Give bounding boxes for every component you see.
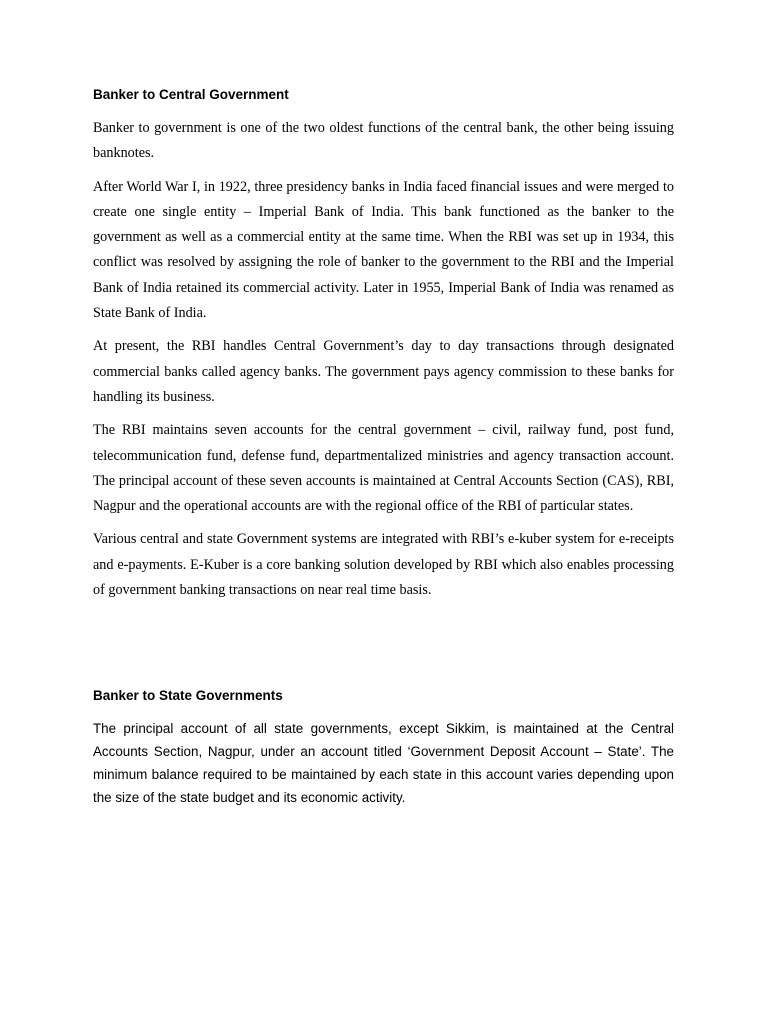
document-page — [93, 86, 674, 809]
section-spacer — [93, 611, 674, 687]
paragraph-imperial-bank-history: After World War I, in 1922, three presidency banks in India faced financial issues and were merged to create one single entity – Imperial Bank of India. This bank functioned as the banker to the government as well as a commercial entity at the same time. When the RBI was set up in 1934, this conflict was resolved by assigning the role of banker to the government to the RBI and the Imperial Bank of India retained its commercial activity. Later in 1955, Imperial Bank of India was renamed as State Bank of India. — [93, 178, 674, 322]
paragraph-agency-banks: At present, the RBI handles Central Government’s day to day transactions through designated commercial banks called agency banks. The government pays agency commission to these banks for handling its business. — [93, 338, 674, 405]
paragraph-e-kuber: Various central and state Government systems are integrated with RBI’s e-kuber system for e-receipts and e-payments. E-Kuber is a core banking solution developed by RBI which also enables processing of government banking transactions on near real time basis. — [93, 531, 674, 599]
section-heading-central-government: Banker to Central Government — [93, 87, 289, 102]
section-heading-state-governments: Banker to State Governments — [93, 688, 283, 704]
paragraph-state-principal-account: The principal account of all state governments, except Sikkim, is maintained at the Central Accounts Section, Nagpur, under an account titled ‘Government Deposit Account – State’. The minimum balance required to be maintained by each state in this account varies depending upon the size of the state budget and its economic activity. — [93, 721, 674, 806]
paragraph-oldest-functions: Banker to government is one of the two oldest functions of the central bank, the other being issuing banknotes. — [93, 120, 674, 162]
paragraph-seven-accounts: The RBI maintains seven accounts for the central government – civil, railway fund, post fund, telecommunication fund, defense fund, departmentalized ministries and agency transaction account. The principal account of these seven accounts is maintained at Central Accounts Section (CAS), RBI, Nagpur and the operational accounts are with the regional office of the RBI of particular states. — [93, 422, 674, 515]
